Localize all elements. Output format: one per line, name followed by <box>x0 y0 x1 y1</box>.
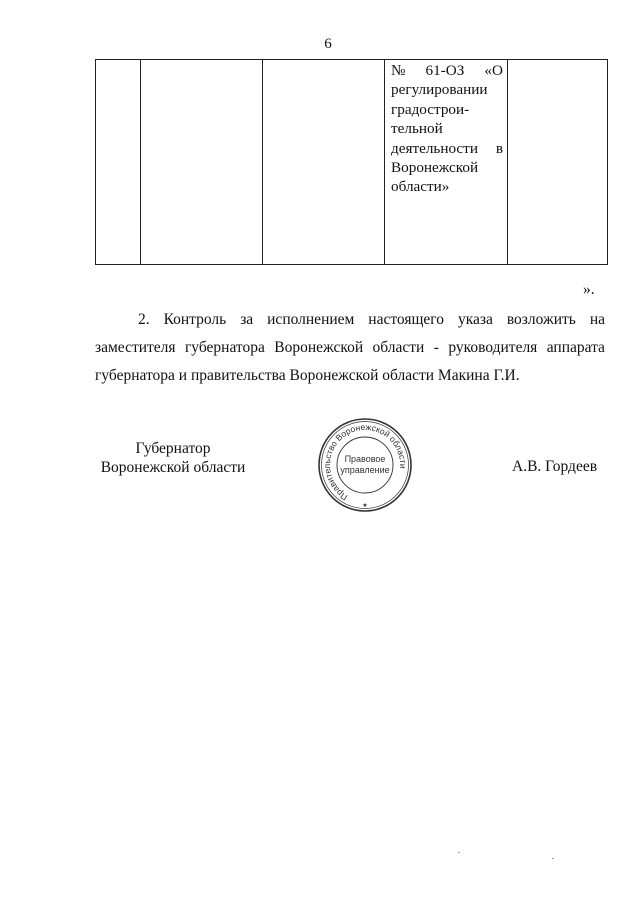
table-row <box>96 60 608 265</box>
paragraph-word: за <box>240 311 254 328</box>
seal-inner-text-line: управление <box>340 465 390 475</box>
paragraph-word: области <box>372 339 425 356</box>
paragraph-line <box>95 306 605 334</box>
paragraph-line <box>95 334 605 362</box>
scan-speck <box>458 852 460 853</box>
table-cell-3 <box>263 60 385 265</box>
official-seal <box>315 418 415 512</box>
law-line <box>391 158 503 177</box>
paragraph-word: аппарата <box>546 339 605 356</box>
signatory-title <box>100 439 246 477</box>
scan-speck <box>552 858 554 859</box>
paragraph-word: руководителя <box>448 339 538 356</box>
signatory-title-line: Губернатор <box>135 440 211 457</box>
law-word: тельной <box>391 120 443 138</box>
paragraph-word: Воронежской <box>274 339 364 356</box>
document-table <box>95 59 608 265</box>
law-word: 61-ОЗ <box>425 62 465 79</box>
paragraph-word: заместителя <box>95 339 176 356</box>
table-cell-law <box>385 60 508 265</box>
table-cell-1 <box>96 60 141 265</box>
law-line <box>391 61 503 80</box>
law-word: Воронежской <box>391 159 479 177</box>
paragraph-line <box>95 362 605 390</box>
law-line <box>391 119 503 138</box>
signatory-title-line: Воронежской области <box>100 459 246 476</box>
law-line <box>391 100 503 119</box>
law-word: области» <box>391 178 450 196</box>
law-word: деятельности <box>391 139 478 157</box>
paragraph-word: настоящего <box>368 311 445 328</box>
law-word: № <box>391 62 406 79</box>
seal-star-icon: ★ <box>362 503 368 509</box>
paragraph-word: исполнением <box>267 311 355 328</box>
page-number: 6 <box>324 36 332 52</box>
paragraph-word: 2. <box>138 311 150 328</box>
law-line <box>391 177 503 196</box>
table-cell-5 <box>508 60 608 265</box>
paragraph-word: указа <box>457 311 493 328</box>
law-word: «О <box>484 62 503 79</box>
paragraph-word: возложить <box>506 311 576 328</box>
paragraph-word: губернатора <box>184 339 265 356</box>
law-word: в <box>495 139 503 157</box>
seal-outer-text: Правительство Воронежской области <box>321 421 409 503</box>
law-reference-text <box>385 60 507 197</box>
signatory-name: А.В. Гордеев <box>512 458 598 475</box>
seal-inner-text-line: Правовое <box>344 454 386 464</box>
closing-quote: ». <box>583 281 595 298</box>
paragraph-word: на <box>589 311 605 328</box>
paragraph-word: Контроль <box>163 311 227 328</box>
law-line <box>391 139 503 158</box>
law-line <box>391 80 503 99</box>
law-word: регулировании <box>391 81 488 99</box>
table-cell-2 <box>141 60 263 265</box>
control-paragraph <box>95 306 605 390</box>
law-word: градострои- <box>391 100 470 118</box>
paragraph-word: губернатора и правительства Воронежской области Макина Г.И. <box>95 367 520 384</box>
paragraph-word: - <box>433 339 439 356</box>
